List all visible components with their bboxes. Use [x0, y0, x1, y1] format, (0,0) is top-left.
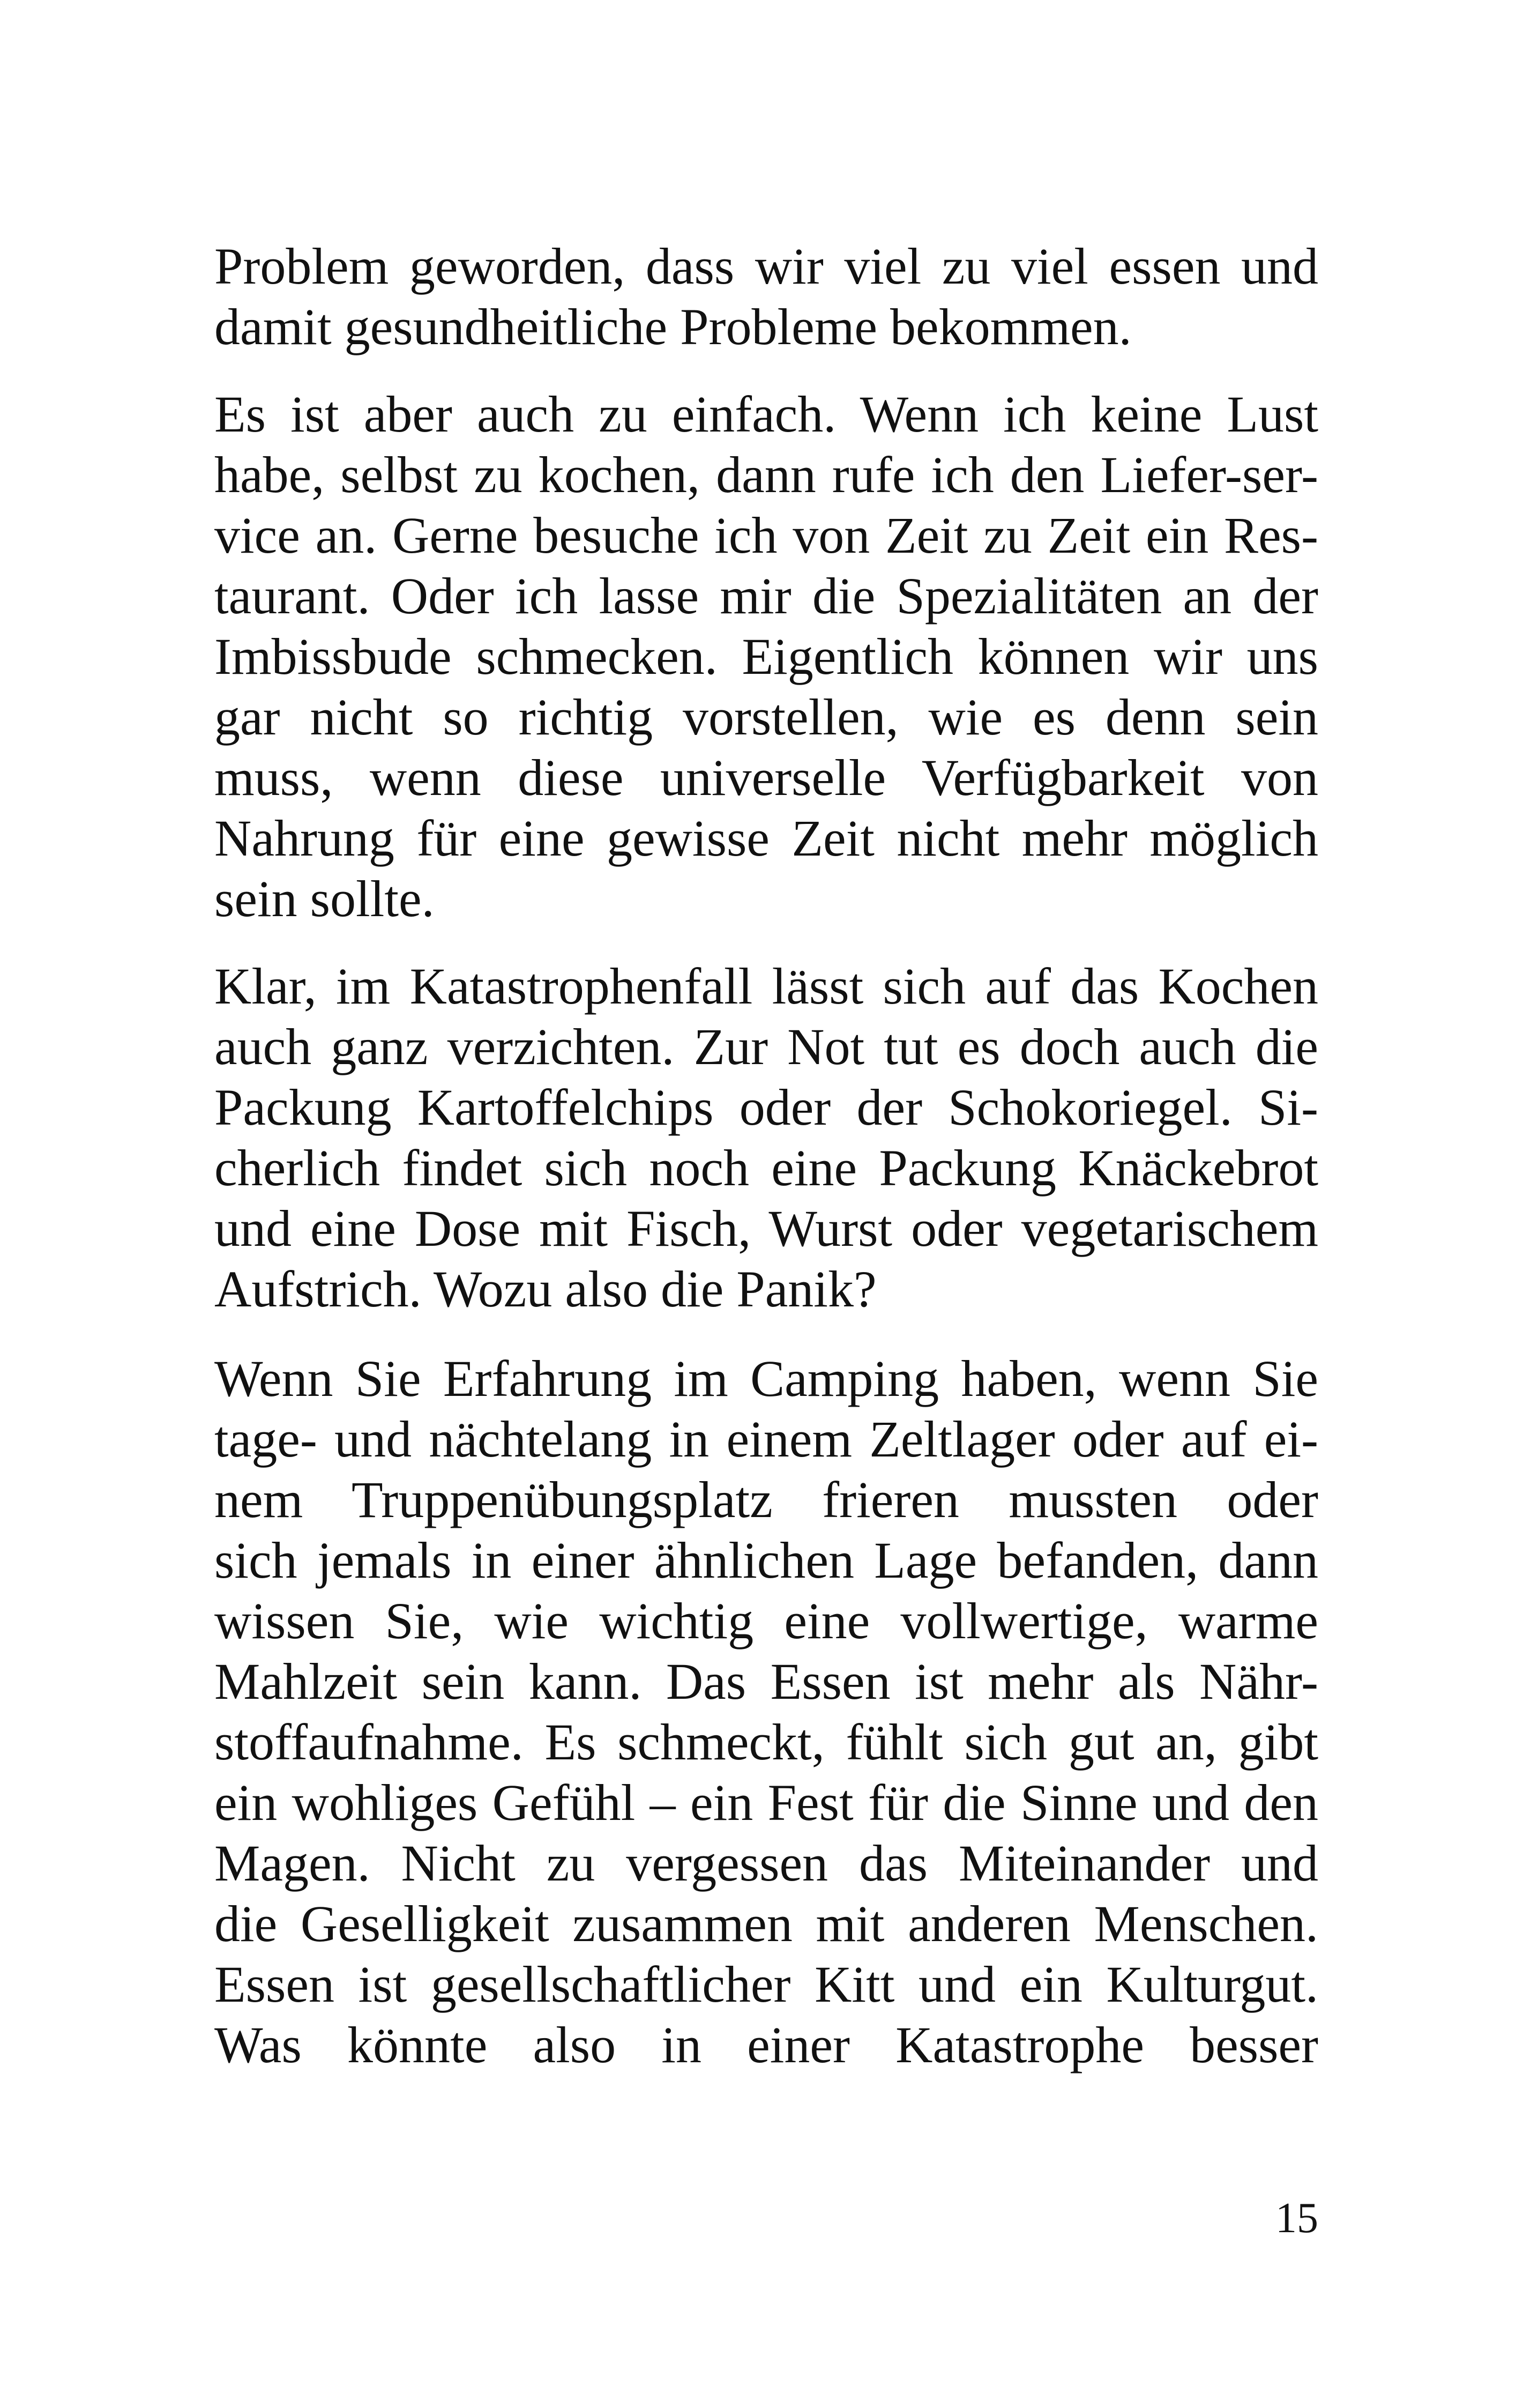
text-line: ein wohliges Gefühl – ein Fest für die Sinne und den — [214, 1774, 1318, 1831]
text-line: muss, wenn diese universelle Verfügbarkeit von — [214, 749, 1318, 806]
text-line: Aufstrich. Wozu also die Panik? — [214, 1260, 877, 1318]
text-line: Mahlzeit sein kann. Das Essen ist mehr als Nähr- — [214, 1653, 1318, 1710]
text-line: auch ganz verzichten. Zur Not tut es doch auch die — [214, 1018, 1318, 1075]
text-line: Klar, im Katastrophenfall lässt sich auf das Kochen — [214, 957, 1318, 1015]
text-line: Nahrung für eine gewisse Zeit nicht mehr möglich — [214, 809, 1318, 867]
text-line: gar nicht so richtig vorstellen, wie es denn sein — [214, 688, 1318, 746]
text-line: damit gesundheitliche Probleme bekommen. — [214, 298, 1132, 355]
text-line: Problem geworden, dass wir viel zu viel essen und — [214, 237, 1318, 295]
text-line: cherlich findet sich noch eine Packung Knäckebrot — [214, 1139, 1318, 1196]
text-line: die Geselligkeit zusammen mit anderen Menschen. — [214, 1895, 1318, 1952]
text-line: vice an. Gerne besuche ich von Zeit zu Zeit ein Res- — [214, 507, 1318, 564]
text-line: Magen. Nicht zu vergessen das Miteinander und — [214, 1834, 1318, 1892]
text-line: und eine Dose mit Fisch, Wurst oder vegetarischem — [214, 1200, 1318, 1257]
text-line: taurant. Oder ich lasse mir die Spezialitäten an der — [214, 567, 1318, 625]
text-line: wissen Sie, wie wichtig eine vollwertige, warme — [214, 1592, 1318, 1649]
text-line: Wenn Sie Erfahrung im Camping haben, wenn Sie — [214, 1350, 1318, 1407]
text-line: Packung Kartoffelchips oder der Schokoriegel. Si- — [214, 1079, 1318, 1136]
text-line: Es ist aber auch zu einfach. Wenn ich keine Lust — [214, 385, 1318, 443]
text-line: Imbissbude schmecken. Eigentlich können wir uns — [214, 628, 1318, 685]
text-line: Essen ist gesellschaftlicher Kitt und ein Kulturgut. — [214, 1956, 1318, 2013]
text-line: sein sollte. — [214, 870, 435, 927]
text-line: Was könnte also in einer Katastrophe besser — [214, 2016, 1318, 2073]
text-line: nem Truppenübungsplatz frieren mussten oder — [214, 1471, 1318, 1528]
text-line: habe, selbst zu kochen, dann rufe ich den Liefer-ser- — [214, 446, 1318, 503]
text-line: tage- und nächtelang in einem Zeltlager oder auf ei- — [214, 1410, 1318, 1468]
page-number: 15 — [1275, 2195, 1318, 2242]
text-line: stoffaufnahme. Es schmeckt, fühlt sich gut an, gibt — [214, 1713, 1318, 1771]
text-line: sich jemals in einer ähnlichen Lage befanden, dann — [214, 1532, 1318, 1589]
